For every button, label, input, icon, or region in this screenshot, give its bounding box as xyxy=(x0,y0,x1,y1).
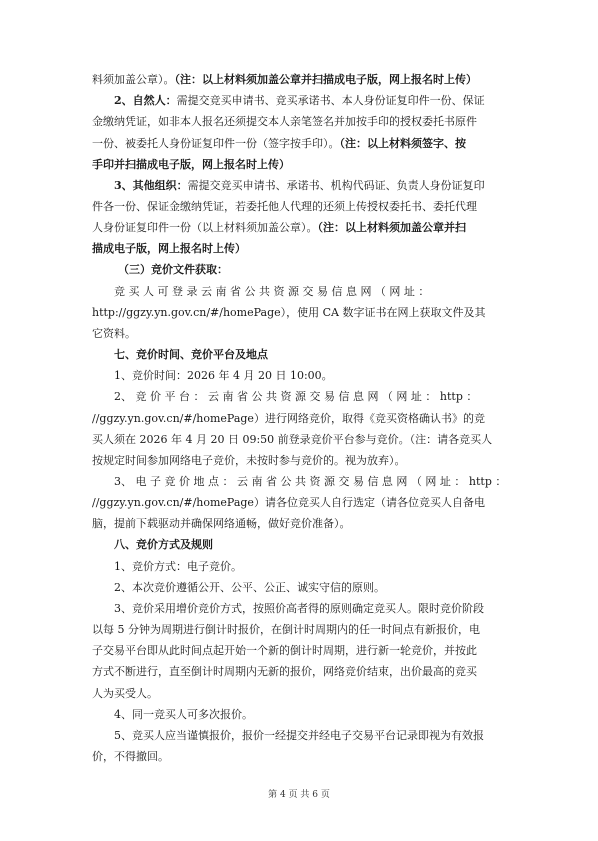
paragraph-line: 描成电子版，网上报名时上传） xyxy=(92,242,246,256)
text-run: 料须加盖公章）。 xyxy=(92,73,175,86)
paragraph-line: 方式不断进行，直至倒计时周期内无新的报价，网络竞价结束，出价最高的竞买 xyxy=(92,665,477,679)
paragraph-line: //ggzy.yn.gov.cn/#/homePage）请各位竞买人自行选定（请各位竞买人自备电 xyxy=(92,496,485,510)
note-bold: （注：以上材料须加盖公章并扫描成电子版，网上报名时上传） xyxy=(174,73,477,86)
section-heading: （三）竞价文件获取： xyxy=(118,263,228,277)
paragraph-line: 按规定时间参加网络电子竞价，未按时参与竞价的。视为放弃）。 xyxy=(92,453,406,467)
paragraph-line: http://ggzy.yn.gov.cn/#/homePage），使用 CA 数字证书在网上获取文件及其 xyxy=(92,305,486,319)
paragraph-line: 以每 5 分钟为周期进行倒计时报价，在倒计时周期内的任一时间点有新报价，电 xyxy=(92,623,480,637)
paragraph-line: 子交易平台即从此时间点起开始一个新的倒计时周期，进行新一轮竞价，并按此 xyxy=(92,644,477,658)
paragraph-line: //ggzy.yn.gov.cn/#/homePage）进行网络竞价，取得《竞买资格确认书》的竞 xyxy=(92,411,485,425)
paragraph-line: 1、竞价时间：2026 年 4 月 20 日 10:00。 xyxy=(114,369,333,383)
paragraph-line xyxy=(92,137,504,151)
note-bold: （注：以上材料须签字、按 xyxy=(339,136,466,150)
item-heading: 3、其他组织： xyxy=(114,178,188,192)
paragraph-line xyxy=(92,73,504,87)
paragraph-line: 件各一份、保证金缴纳凭证，若委托他人代理的还须上传授权委托书、委托代理 xyxy=(92,199,477,213)
text-run: 需提交竞买申请书、承诺书、机构代码证、负责人身份证复印 xyxy=(187,178,485,192)
page-footer: 第 4 页 共 6 页 xyxy=(268,790,330,800)
item-heading: 2、自然人： xyxy=(114,94,177,108)
paragraph-line: 手印并扫描成电子版，网上报名时上传） xyxy=(92,157,290,171)
text-run: 人身份证复印件一份（以上材料须加盖公章）。 xyxy=(92,221,318,235)
paragraph-line: 竞 买 人 可 登 录 云 南 省 公 共 资 源 交 易 信 息 网 （ 网 址 ： xyxy=(114,284,430,298)
paragraph-line: 价，不得撤回。 xyxy=(92,750,169,763)
paragraph-line xyxy=(114,179,504,193)
paragraph-line: 人为买受人。 xyxy=(92,686,158,700)
paragraph-line: 脑，提前下载驱动并确保网络通畅，做好竞价准备）。 xyxy=(92,517,351,531)
section-heading: 七、竞价时间、竞价平台及地点 xyxy=(114,348,268,361)
paragraph-line xyxy=(92,221,504,235)
paragraph-line: 4、同一竞买人可多次报价。 xyxy=(114,707,253,721)
paragraph-line: 1、竞价方式：电子竞价。 xyxy=(114,559,242,573)
paragraph-line: 5、竞买人应当谨慎报价，报价一经提交并经电子交易平台记录即视为有效报 xyxy=(114,728,484,742)
paragraph-line: 金缴纳凭证，如非本人报名还须提交本人亲笔签名并加按手印的授权委托书原件 xyxy=(92,115,477,129)
text-run: 需提交竞买申请书、竞买承诺书、本人身份证复印件一份、保证 xyxy=(176,94,485,108)
paragraph-line: 3、 电 子 竞 价 地 点 ： 云 南 省 公 共 资 源 交 易 信 息 网 （ 网 址 ： http ： xyxy=(114,475,507,488)
paragraph-line: 2、 竞 价 平 台 ： 云 南 省 公 共 资 源 交 易 信 息 网 （ 网 址 ： http ： xyxy=(114,390,478,404)
paragraph-line: 它资料。 xyxy=(92,326,136,340)
section-heading: 八、竞价方式及规则 xyxy=(114,538,213,552)
paragraph-line: 2、本次竞价遵循公开、公平、公正、诚实守信的原则。 xyxy=(114,580,385,594)
paragraph-line: 买人须在 2026 年 4 月 20 日 09:50 前登录竞价平台参与竞价。（注：请各竞买人 xyxy=(92,432,493,446)
paragraph-line: 3、竞价采用增价竞价方式，按照价高者得的原则确定竞买人。限时竞价阶段 xyxy=(114,601,484,615)
note-bold: （注：以上材料须加盖公章并扫 xyxy=(317,221,466,235)
paragraph-line xyxy=(114,94,504,108)
text-run: 一份、被委托人身份证复印件一份（签字按手印）。 xyxy=(92,136,340,150)
